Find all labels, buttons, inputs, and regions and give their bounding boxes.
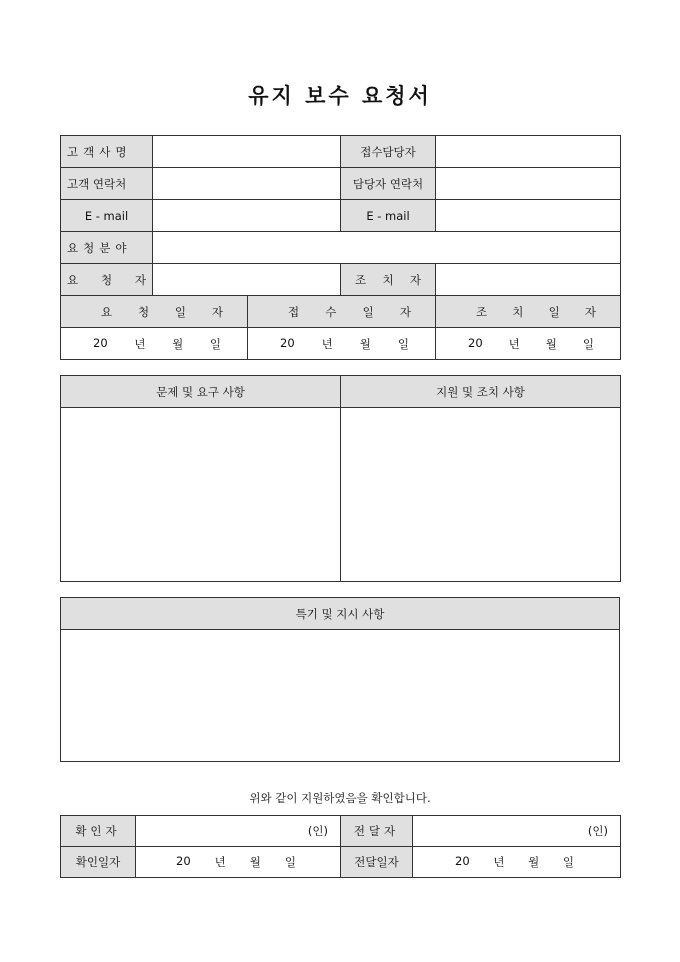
request-date-field[interactable]: 20 년 월 일 — [61, 328, 248, 360]
deliverer-field[interactable] — [413, 816, 621, 847]
action-date-field[interactable]: 20 년 월 일 — [436, 328, 621, 360]
action-taker-label: 조 치 자 — [341, 264, 436, 296]
customer-name-field[interactable] — [153, 136, 341, 168]
customer-email-field[interactable] — [153, 200, 341, 232]
request-field-input[interactable] — [153, 232, 621, 264]
confirmation-statement: 위와 같이 지원하였음을 확인합니다. — [249, 791, 431, 805]
issues-header: 문제 및 요구 사항 — [61, 376, 341, 408]
email-label: E - mail — [61, 200, 153, 232]
issues-support-table — [60, 375, 621, 582]
notes-textarea[interactable] — [61, 630, 620, 762]
receiver-field[interactable] — [436, 136, 621, 168]
confirmer-label: 확인자 — [61, 816, 136, 847]
requester-field[interactable] — [153, 264, 341, 296]
customer-contact-field[interactable] — [153, 168, 341, 200]
confirmer-seal-mark: (인) — [307, 824, 328, 838]
support-header: 지원 및 조치 사항 — [341, 376, 621, 408]
receipt-date-field[interactable]: 20 년 월 일 — [248, 328, 436, 360]
confirm-date-field[interactable]: 20 년 월 일 — [136, 847, 341, 878]
manager-contact-field[interactable] — [436, 168, 621, 200]
manager-email-field[interactable] — [436, 200, 621, 232]
receipt-date-label: 접 수 일 자 — [248, 296, 436, 328]
action-taker-field[interactable] — [436, 264, 621, 296]
deliver-date-label: 전달일자 — [341, 847, 413, 878]
receiver-label: 접수담당자 — [341, 136, 436, 168]
manager-email-label: E - mail — [341, 200, 436, 232]
deliverer-label: 전달자 — [341, 816, 413, 847]
request-date-label: 요 청 일 자 — [61, 296, 248, 328]
requester-label: 요 청 자 — [61, 264, 153, 296]
action-date-label: 조 치 일 자 — [436, 296, 621, 328]
confirm-date-label: 확인일자 — [61, 847, 136, 878]
info-table — [60, 135, 621, 360]
request-field-label: 요청분야 — [61, 232, 153, 264]
page-title: 유지 보수 요청서 — [248, 83, 432, 108]
confirmer-field[interactable] — [136, 816, 341, 847]
signature-table — [60, 815, 621, 878]
notes-header: 특기 및 지시 사항 — [61, 598, 620, 630]
deliver-date-field[interactable]: 20 년 월 일 — [413, 847, 621, 878]
notes-table — [60, 597, 620, 762]
customer-contact-label: 고객 연락처 — [61, 168, 153, 200]
issues-textarea[interactable] — [61, 408, 341, 582]
support-textarea[interactable] — [341, 408, 621, 582]
customer-name-label: 고객사명 — [61, 136, 153, 168]
deliverer-seal-mark: (인) — [587, 824, 608, 838]
manager-contact-label: 담당자 연락처 — [341, 168, 436, 200]
